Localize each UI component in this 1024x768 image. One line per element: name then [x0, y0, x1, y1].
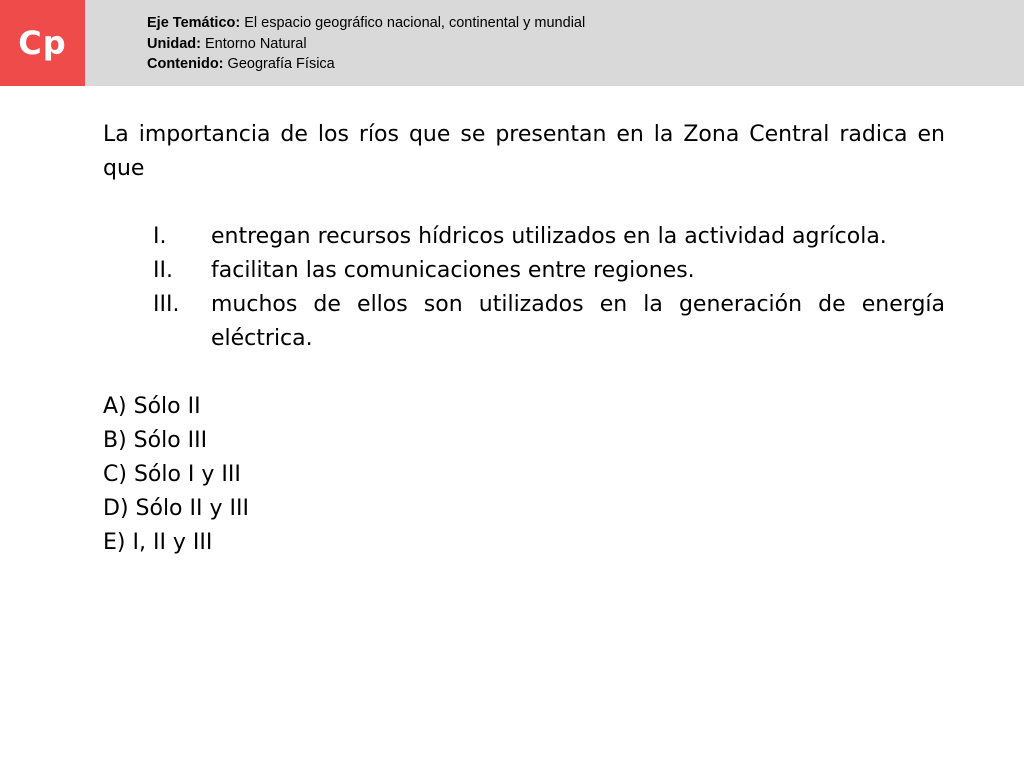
contenido-label: Contenido: [147, 56, 224, 72]
unidad-label: Unidad: [147, 35, 201, 52]
unidad-line [147, 34, 585, 55]
question-content [103, 118, 945, 560]
statement-item [103, 288, 945, 356]
option-b[interactable]: B) Sólo III [103, 428, 208, 453]
option-a[interactable]: A) Sólo II [103, 394, 201, 419]
statement-text: muchos de ellos son utilizados en la generación de energía eléctrica. [211, 292, 945, 351]
question-stem: La importancia de los ríos que se presentan en la Zona Central radica en que [103, 122, 945, 181]
eje-value: El espacio geográfico nacional, continental y mundial [244, 15, 586, 31]
statement-numeral: II. [153, 258, 173, 283]
unidad-value: Entorno Natural [205, 35, 307, 52]
contenido-value: Geografía Física [227, 56, 335, 72]
statement-text: entregan recursos hídricos utilizados en la actividad agrícola. [211, 224, 887, 249]
option-e[interactable]: E) I, II y III [103, 530, 213, 555]
topic-info [147, 13, 585, 75]
contenido-line [147, 54, 585, 75]
header-bar [0, 0, 1024, 86]
statement-list [103, 220, 945, 356]
eje-label: Eje Temático: [147, 15, 241, 31]
statement-item [103, 254, 945, 288]
answer-options [103, 390, 945, 560]
statement-numeral: I. [153, 224, 167, 249]
statement-numeral: III. [153, 292, 180, 317]
cp-logo: Cp [0, 0, 85, 86]
eje-line [147, 13, 585, 34]
statement-text: facilitan las comunicaciones entre regiones. [211, 258, 695, 283]
statement-item [103, 220, 945, 254]
option-c[interactable]: C) Sólo I y III [103, 462, 241, 487]
option-d[interactable]: D) Sólo II y III [103, 496, 249, 521]
